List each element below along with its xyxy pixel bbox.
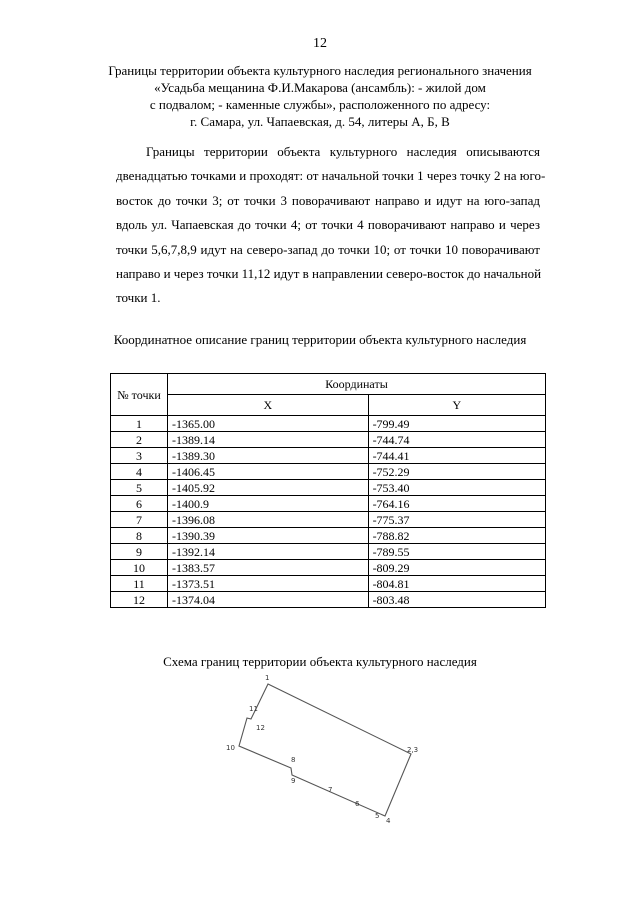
document-title: [60, 62, 580, 130]
table-row: [111, 464, 546, 480]
point-number: 12: [111, 592, 168, 608]
point-number: 9: [111, 544, 168, 560]
y-value: -788.82: [368, 528, 545, 544]
point-number: 2: [111, 432, 168, 448]
table-row: [111, 432, 546, 448]
point-number: 5: [111, 480, 168, 496]
paragraph-line: двенадцатью точками и проходят: от начальной точки 1 через точку 2 на юго-: [116, 168, 546, 184]
point-label-11: 11: [249, 705, 258, 713]
table-row: [111, 576, 546, 592]
x-value: -1400.9: [168, 496, 369, 512]
coordinates-table: [110, 373, 546, 608]
x-value: -1396.08: [168, 512, 369, 528]
point-number: 6: [111, 496, 168, 512]
x-value: -1406.45: [168, 464, 369, 480]
title-line: «Усадьба мещанина Ф.И.Макарова (ансамбль): - жилой дом: [154, 80, 486, 95]
x-value: -1365.00: [168, 416, 369, 432]
point-label-10: 10: [226, 744, 235, 752]
boundary-scheme: [215, 670, 425, 830]
paragraph-line: точки 1.: [116, 290, 161, 306]
point-label-12: 12: [256, 724, 265, 732]
y-value: -789.55: [368, 544, 545, 560]
x-value: -1374.04: [168, 592, 369, 608]
point-number: 4: [111, 464, 168, 480]
y-value: -764.16: [368, 496, 545, 512]
page-number: 12: [313, 36, 327, 51]
scheme-caption: Схема границ территории объекта культурного наследия: [163, 654, 477, 669]
table-row: [111, 448, 546, 464]
table-row: [111, 560, 546, 576]
y-value: -744.41: [368, 448, 545, 464]
x-value: -1383.57: [168, 560, 369, 576]
y-value: -803.48: [368, 592, 545, 608]
title-line: с подвалом; - каменные службы», расположенного по адресу:: [149, 97, 491, 112]
paragraph-line: вдоль ул. Чапаевская до точки 4; от точки 4 поворачивают направо и через: [116, 217, 540, 233]
column-header-x: X: [168, 395, 369, 416]
column-header-point: № точки: [111, 374, 168, 416]
point-label-6: 6: [355, 800, 360, 808]
point-number: 10: [111, 560, 168, 576]
table-caption: Координатное описание границ территории объекта культурного наследия: [113, 332, 527, 347]
paragraph-line: точки 5,6,7,8,9 идут на северо-запад до точки 10; от точки 10 поворачивают: [116, 241, 540, 257]
column-header-y: Y: [368, 395, 545, 416]
y-value: -752.29: [368, 464, 545, 480]
point-number: 11: [111, 576, 168, 592]
x-value: -1373.51: [168, 576, 369, 592]
point-label-2-3: 2,3: [407, 746, 419, 754]
y-value: -775.37: [368, 512, 545, 528]
x-value: -1389.30: [168, 448, 369, 464]
title-line: г. Самара, ул. Чапаевская, д. 54, литеры А, Б, В: [190, 114, 450, 129]
table-row: [111, 496, 546, 512]
x-value: -1405.92: [168, 480, 369, 496]
point-number: 1: [111, 416, 168, 432]
point-label-4: 4: [386, 817, 391, 825]
column-header-coordinates: Координаты: [168, 374, 546, 395]
point-number: 3: [111, 448, 168, 464]
table-row: [111, 416, 546, 432]
boundary-description: [116, 140, 546, 311]
y-value: -744.74: [368, 432, 545, 448]
table-row: [111, 480, 546, 496]
x-value: -1392.14: [168, 544, 369, 560]
y-value: -804.81: [368, 576, 545, 592]
paragraph-line: Границы территории объекта культурного наследия описываются: [146, 144, 540, 159]
boundary-polygon: [239, 684, 411, 816]
point-number: 7: [111, 512, 168, 528]
paragraph-line: направо и через точки 11,12 идут в направлении северо-восток до начальной: [116, 266, 542, 282]
title-line: Границы территории объекта культурного наследия регионального значения: [108, 63, 532, 78]
point-label-5: 5: [375, 812, 380, 820]
paragraph-line: восток до точки 3; от точки 3 поворачивают направо и идут на юго-запад: [116, 192, 540, 208]
point-number: 8: [111, 528, 168, 544]
y-value: -753.40: [368, 480, 545, 496]
point-label-9: 9: [291, 777, 296, 785]
table-row: [111, 528, 546, 544]
y-value: -809.29: [368, 560, 545, 576]
y-value: -799.49: [368, 416, 545, 432]
x-value: -1389.14: [168, 432, 369, 448]
table-row: [111, 512, 546, 528]
point-label-1: 1: [265, 674, 270, 682]
x-value: -1390.39: [168, 528, 369, 544]
point-label-7: 7: [328, 786, 333, 794]
table-row: [111, 592, 546, 608]
table-row: [111, 544, 546, 560]
point-label-8: 8: [291, 756, 296, 764]
